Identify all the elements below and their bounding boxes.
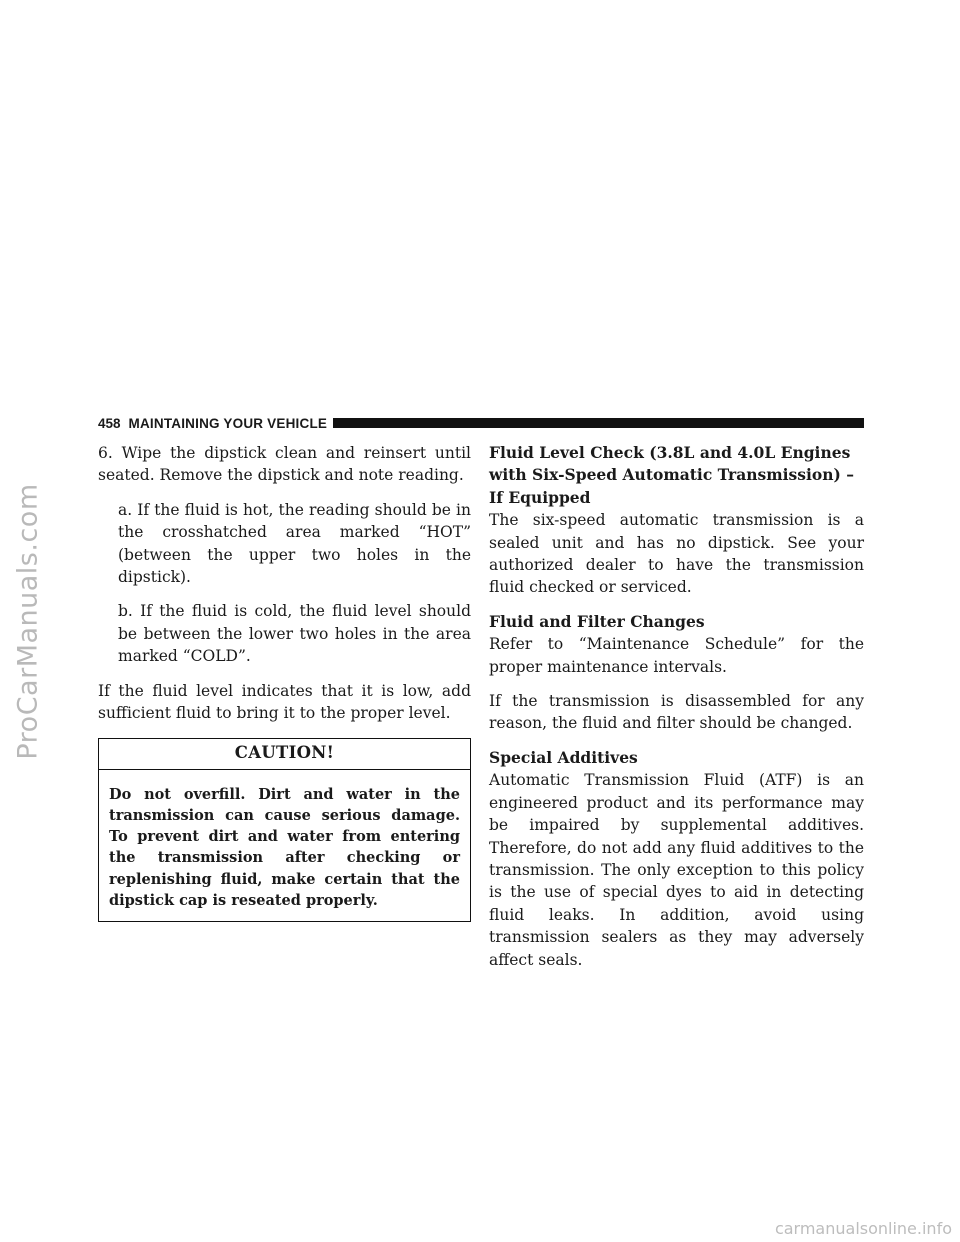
special-additives-heading: Special Additives — [489, 747, 638, 767]
caution-box — [98, 738, 471, 922]
low-fluid-paragraph: If the fluid level indicates that it is low, add sufficient fluid to bring it to the proper level. — [98, 681, 471, 723]
disassembled-paragraph: If the transmission is disassembled for any reason, the fluid and filter should be changed. — [489, 692, 864, 733]
page-number: 458 — [98, 415, 121, 431]
cold-fluid-paragraph: b. If the fluid is cold, the fluid level should be between the lower two holes in the area marked “COLD”. — [118, 602, 471, 666]
caution-text: Do not overfill. Dirt and water in the transmission can cause serious damage. To prevent dirt and water from entering the transmission after checking or replenishing fluid, make certain that the dipstick cap is reseated properly. — [109, 785, 460, 909]
caution-title: CAUTION! — [99, 739, 470, 769]
fluid-filter-changes-heading: Fluid and Filter Changes — [489, 611, 705, 631]
right-column — [489, 442, 864, 983]
step-6-paragraph: 6. Wipe the dipstick clean and reinsert until seated. Remove the dipstick and note reading. — [98, 444, 471, 485]
side-watermark — [6, 0, 50, 1242]
left-column — [98, 442, 471, 922]
maintenance-schedule-paragraph: Refer to “Maintenance Schedule” for the proper maintenance intervals. — [489, 635, 864, 676]
header-rule — [333, 418, 864, 428]
sealed-unit-paragraph: The six-speed automatic transmission is a sealed unit and has no dipstick. See your authorized dealer to have the transmission fluid checked or serviced. — [489, 511, 864, 597]
section-title: MAINTAINING YOUR VEHICLE — [128, 415, 328, 431]
page-header — [98, 413, 864, 433]
atf-paragraph: Automatic Transmission Fluid (ATF) is an engineered product and its performance may be impaired by supplemental additives. Therefore, do not add any fluid additives to the transmission. The only exception to this policy is the use of special dyes to aid in detecting fluid leaks. In addition, avoid using transmission sealers as they may adversely affect seals. — [489, 771, 864, 969]
fluid-level-check-heading: Fluid Level Check (3.8L and 4.0L Engines with Six-Speed Automatic Transmission) – If Equipped — [489, 443, 854, 507]
side-watermark-text: ProCarManuals.com — [12, 482, 44, 760]
footer-watermark: carmanualsonline.info — [774, 1219, 952, 1238]
hot-fluid-paragraph: a. If the fluid is hot, the reading should be in the crosshatched area marked “HOT” (between the upper two holes in the dipstick). — [118, 500, 471, 587]
